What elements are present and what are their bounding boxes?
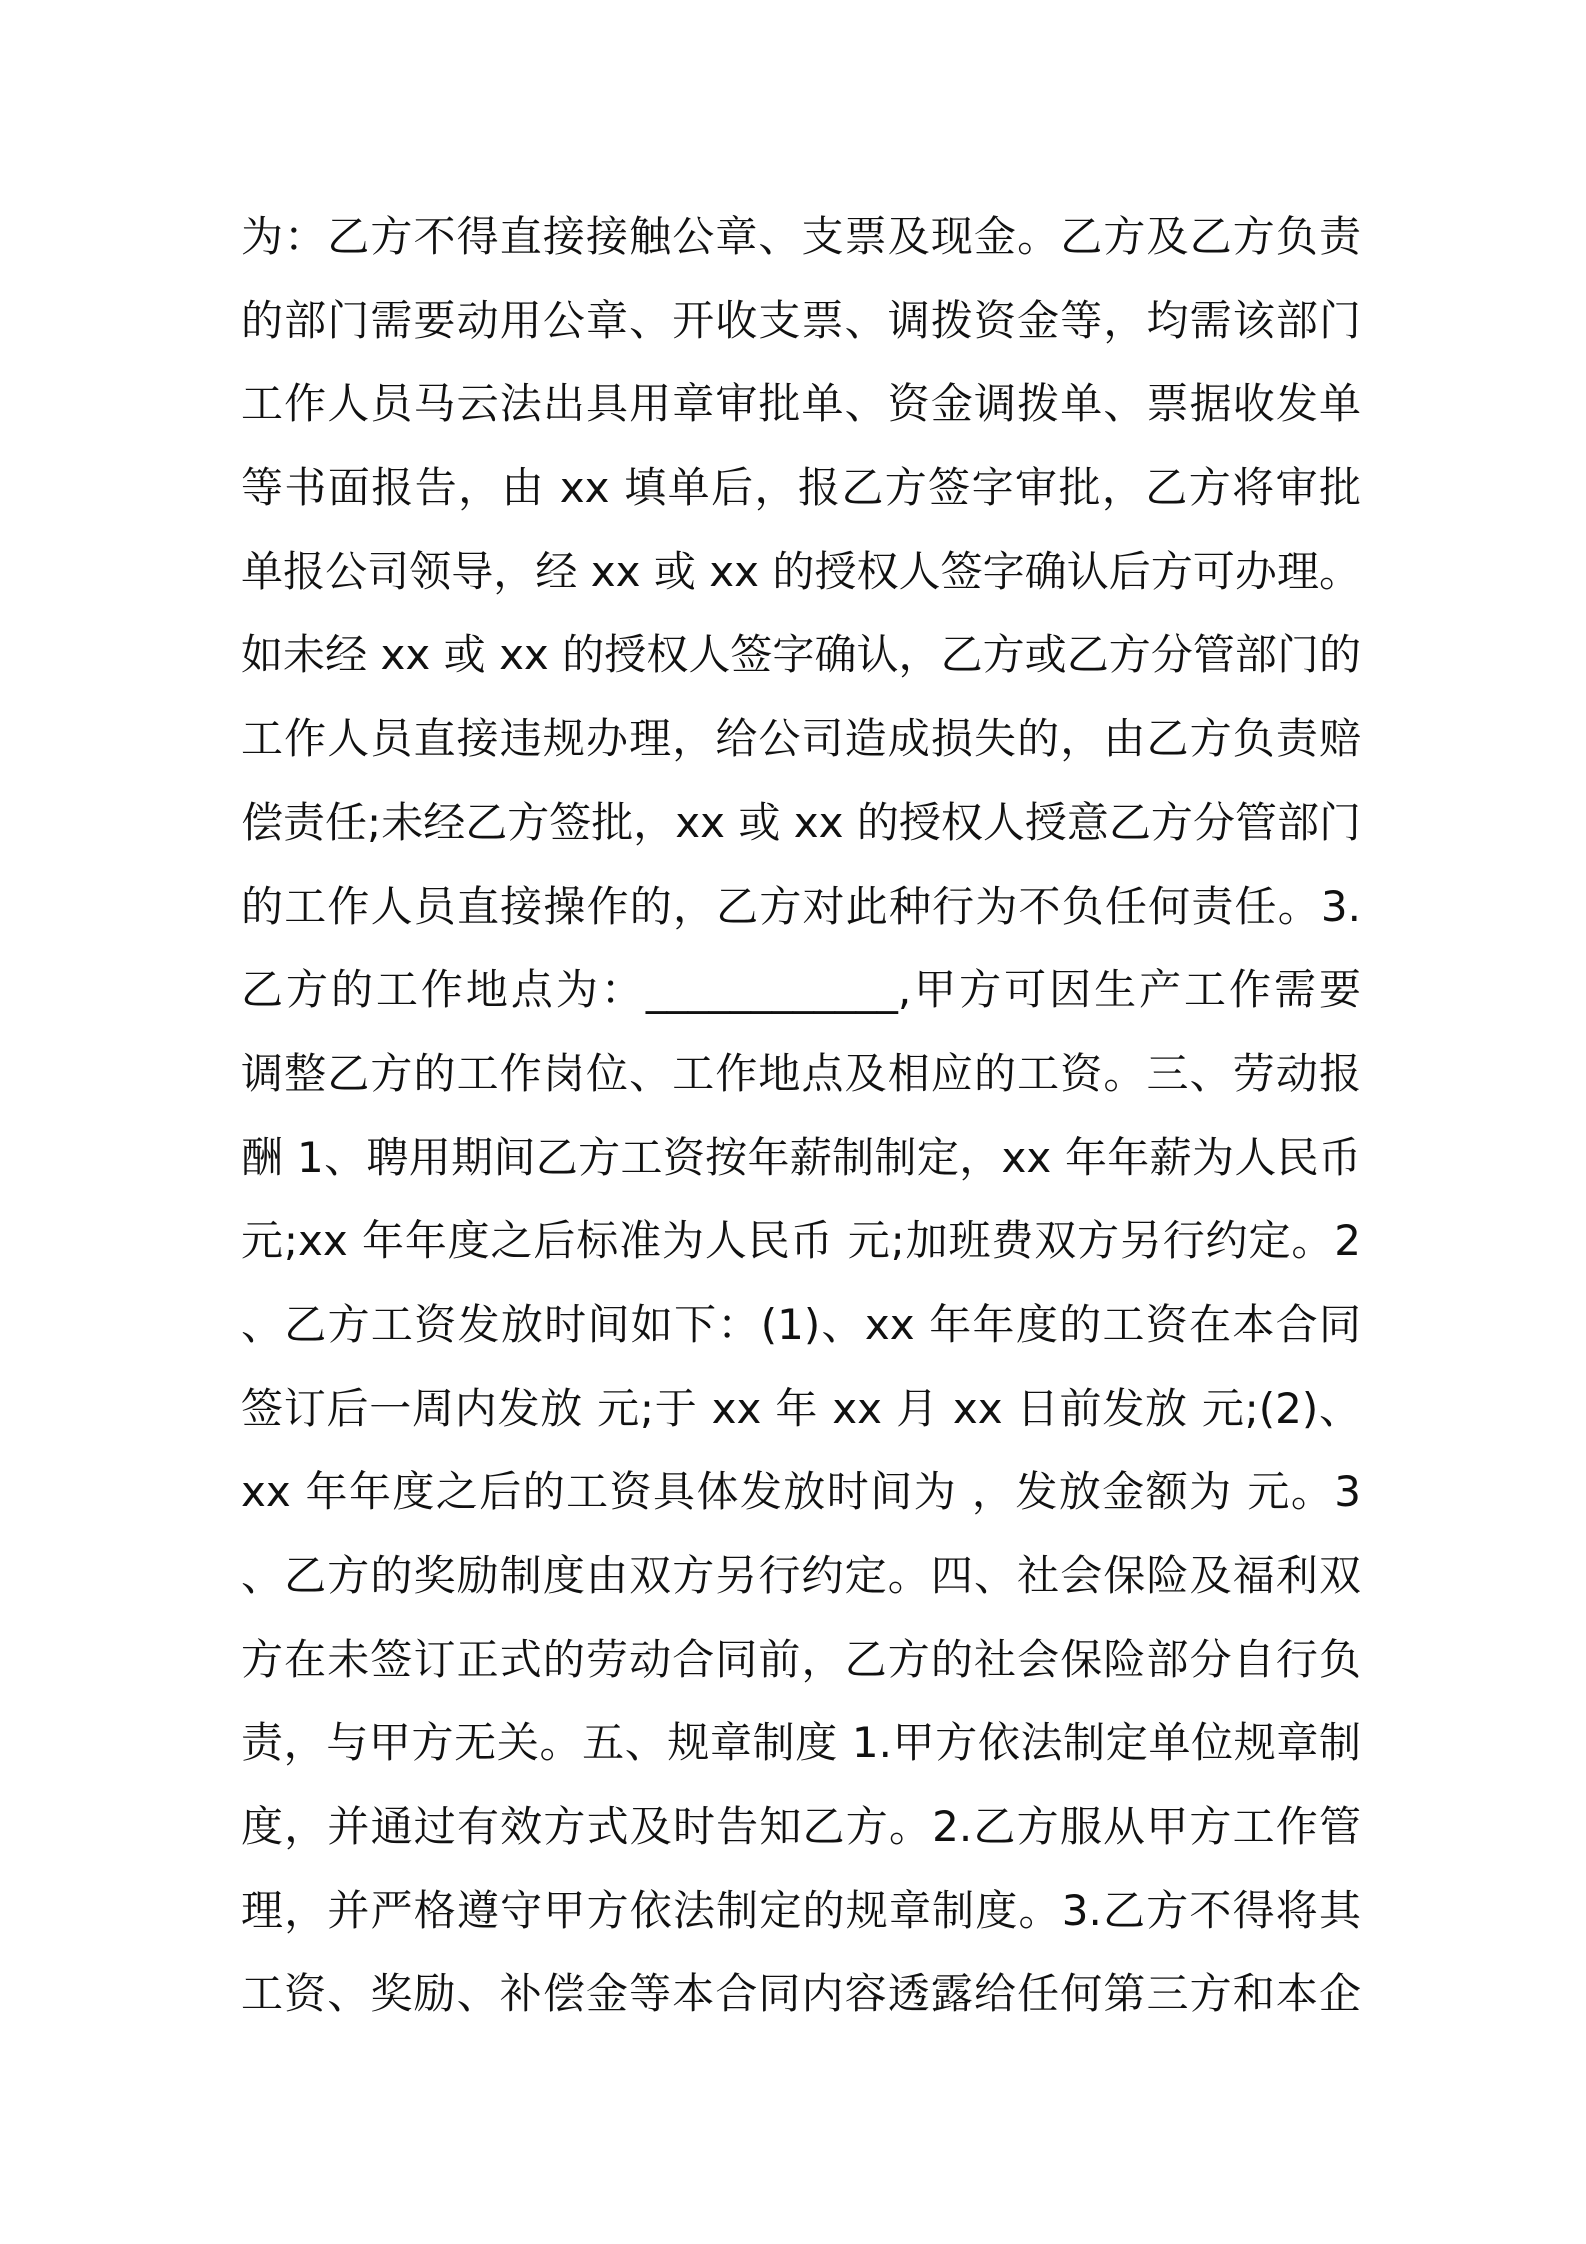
text-line: 的部门需要动用公章、开收支票、调拨资金等，均需该部门 [241, 295, 1361, 345]
text-line: 为：乙方不得直接接触公章、支票及现金。乙方及乙方负责 [241, 212, 1361, 261]
contract-body-text [241, 195, 1361, 2036]
text-line: 工资、奖励、补偿金等本合同内容透露给任何第三方和本企 [241, 1969, 1361, 2019]
text-line: 等书面报告，由 xx 填单后，报乙方签字审批，乙方将审批 [241, 463, 1361, 513]
text-line: 理，并严格遵守甲方依法制定的规章制度。3.乙方不得将其 [241, 1885, 1361, 1935]
text-line: 调整乙方的工作岗位、工作地点及相应的工资。三、劳动报 [241, 1048, 1361, 1098]
text-line: 偿责任;未经乙方签批，xx 或 xx 的授权人授意乙方分管部门 [241, 797, 1361, 847]
text-line: 如未经 xx 或 xx 的授权人签字确认，乙方或乙方分管部门的 [241, 630, 1361, 680]
text-line: 、乙方工资发放时间如下：(1)、xx 年年度的工资在本合同 [241, 1299, 1361, 1349]
text-line: 责，与甲方无关。五、规章制度 1.甲方依法制定单位规章制 [241, 1718, 1361, 1768]
text-line: 元;xx 年年度之后标准为人民币 元;加班费双方另行约定。2 [241, 1216, 1361, 1266]
text-line: 签订后一周内发放 元;于 xx 年 xx 月 xx 日前发放 元;(2)、 [241, 1383, 1361, 1433]
text-line: 方在未签订正式的劳动合同前，乙方的社会保险部分自行负 [241, 1634, 1361, 1684]
text-line: 度，并通过有效方式及时告知乙方。2.乙方服从甲方工作管 [241, 1802, 1361, 1852]
text-line: 工作人员马云法出具用章审批单、资金调拨单、票据收发单 [241, 379, 1361, 429]
text-line: 单报公司领导，经 xx 或 xx 的授权人签字确认后方可办理。 [241, 546, 1361, 596]
text-line: 的工作人员直接操作的，乙方对此种行为不负任何责任。3. [241, 881, 1361, 931]
text-line: xx 年年度之后的工资具体发放时间为 ，发放金额为 元。3 [241, 1467, 1361, 1517]
text-line: 酬 1、聘用期间乙方工资按年薪制制定，xx 年年薪为人民币 [241, 1132, 1361, 1182]
text-line: 工作人员直接违规办理，给公司造成损失的，由乙方负责赔 [241, 714, 1361, 764]
text-line: 、乙方的奖励制度由双方另行约定。四、社会保险及福利双 [241, 1551, 1361, 1600]
text-line: 乙方的工作地点为：____________,甲方可因生产工作需要 [241, 965, 1361, 1015]
